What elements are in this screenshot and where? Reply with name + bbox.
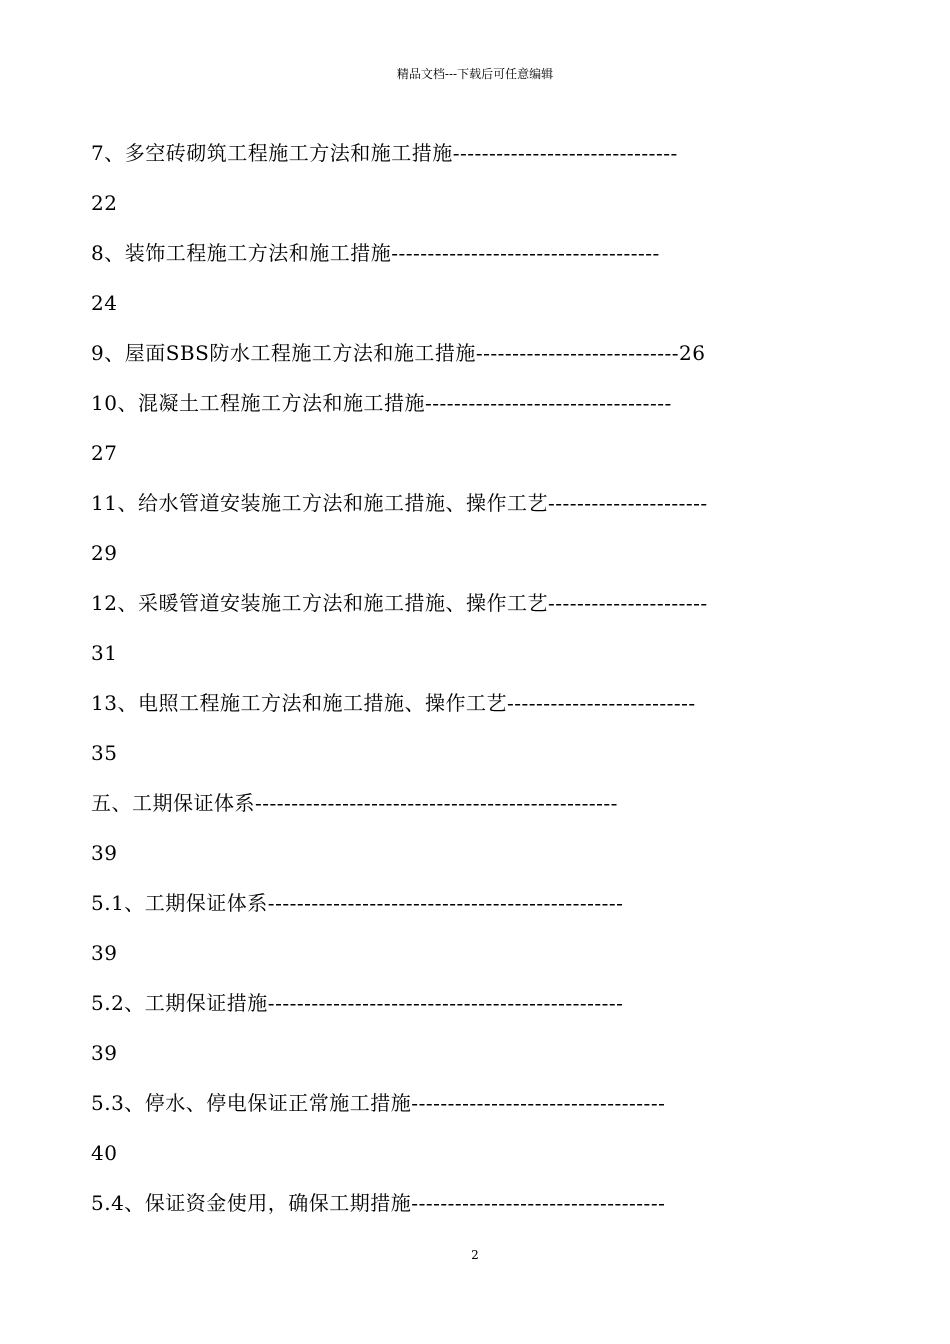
toc-page-number: 39 <box>91 841 118 865</box>
toc-page-number: 27 <box>91 441 118 465</box>
toc-page-number: 39 <box>91 1041 118 1065</box>
toc-entry: 13、电照工程施工方法和施工措施、操作工艺-------------------------- <box>91 691 696 715</box>
toc-page-number: 31 <box>91 641 118 665</box>
toc-entry: 7、多空砖砌筑工程施工方法和施工措施------------------------------- <box>91 141 678 165</box>
toc-entry: 12、采暖管道安装施工方法和施工措施、操作工艺---------------------- <box>91 591 708 615</box>
toc-entry: 8、装饰工程施工方法和施工措施------------------------------------- <box>91 241 660 265</box>
toc-page-number: 24 <box>91 291 118 315</box>
toc-page-number: 22 <box>91 191 118 215</box>
toc-entry: 11、给水管道安装施工方法和施工措施、操作工艺---------------------- <box>91 491 708 515</box>
toc-page-number: 35 <box>91 741 118 765</box>
page-number: 2 <box>471 1248 479 1262</box>
toc-entry: 9、屋面SBS防水工程施工方法和施工措施----------------------------26 <box>91 341 706 365</box>
toc-entry: 5.2、工期保证措施------------------------------------------------- <box>91 991 624 1015</box>
toc-entry: 10、混凝土工程施工方法和施工措施---------------------------------- <box>91 391 672 415</box>
table-of-contents <box>91 136 860 1236</box>
toc-entry: 五、工期保证体系-------------------------------------------------- <box>91 791 618 815</box>
toc-entry: 5.1、工期保证体系------------------------------------------------- <box>91 891 624 915</box>
page-header: 精品文档---下载后可任意编辑 <box>396 67 554 81</box>
toc-entry: 5.4、保证资金使用，确保工期措施----------------------------------- <box>91 1191 666 1215</box>
toc-page-number: 29 <box>91 541 118 565</box>
toc-page-number: 40 <box>91 1141 118 1165</box>
toc-entry: 5.3、停水、停电保证正常施工措施----------------------------------- <box>91 1091 666 1115</box>
toc-page-number: 39 <box>91 941 118 965</box>
